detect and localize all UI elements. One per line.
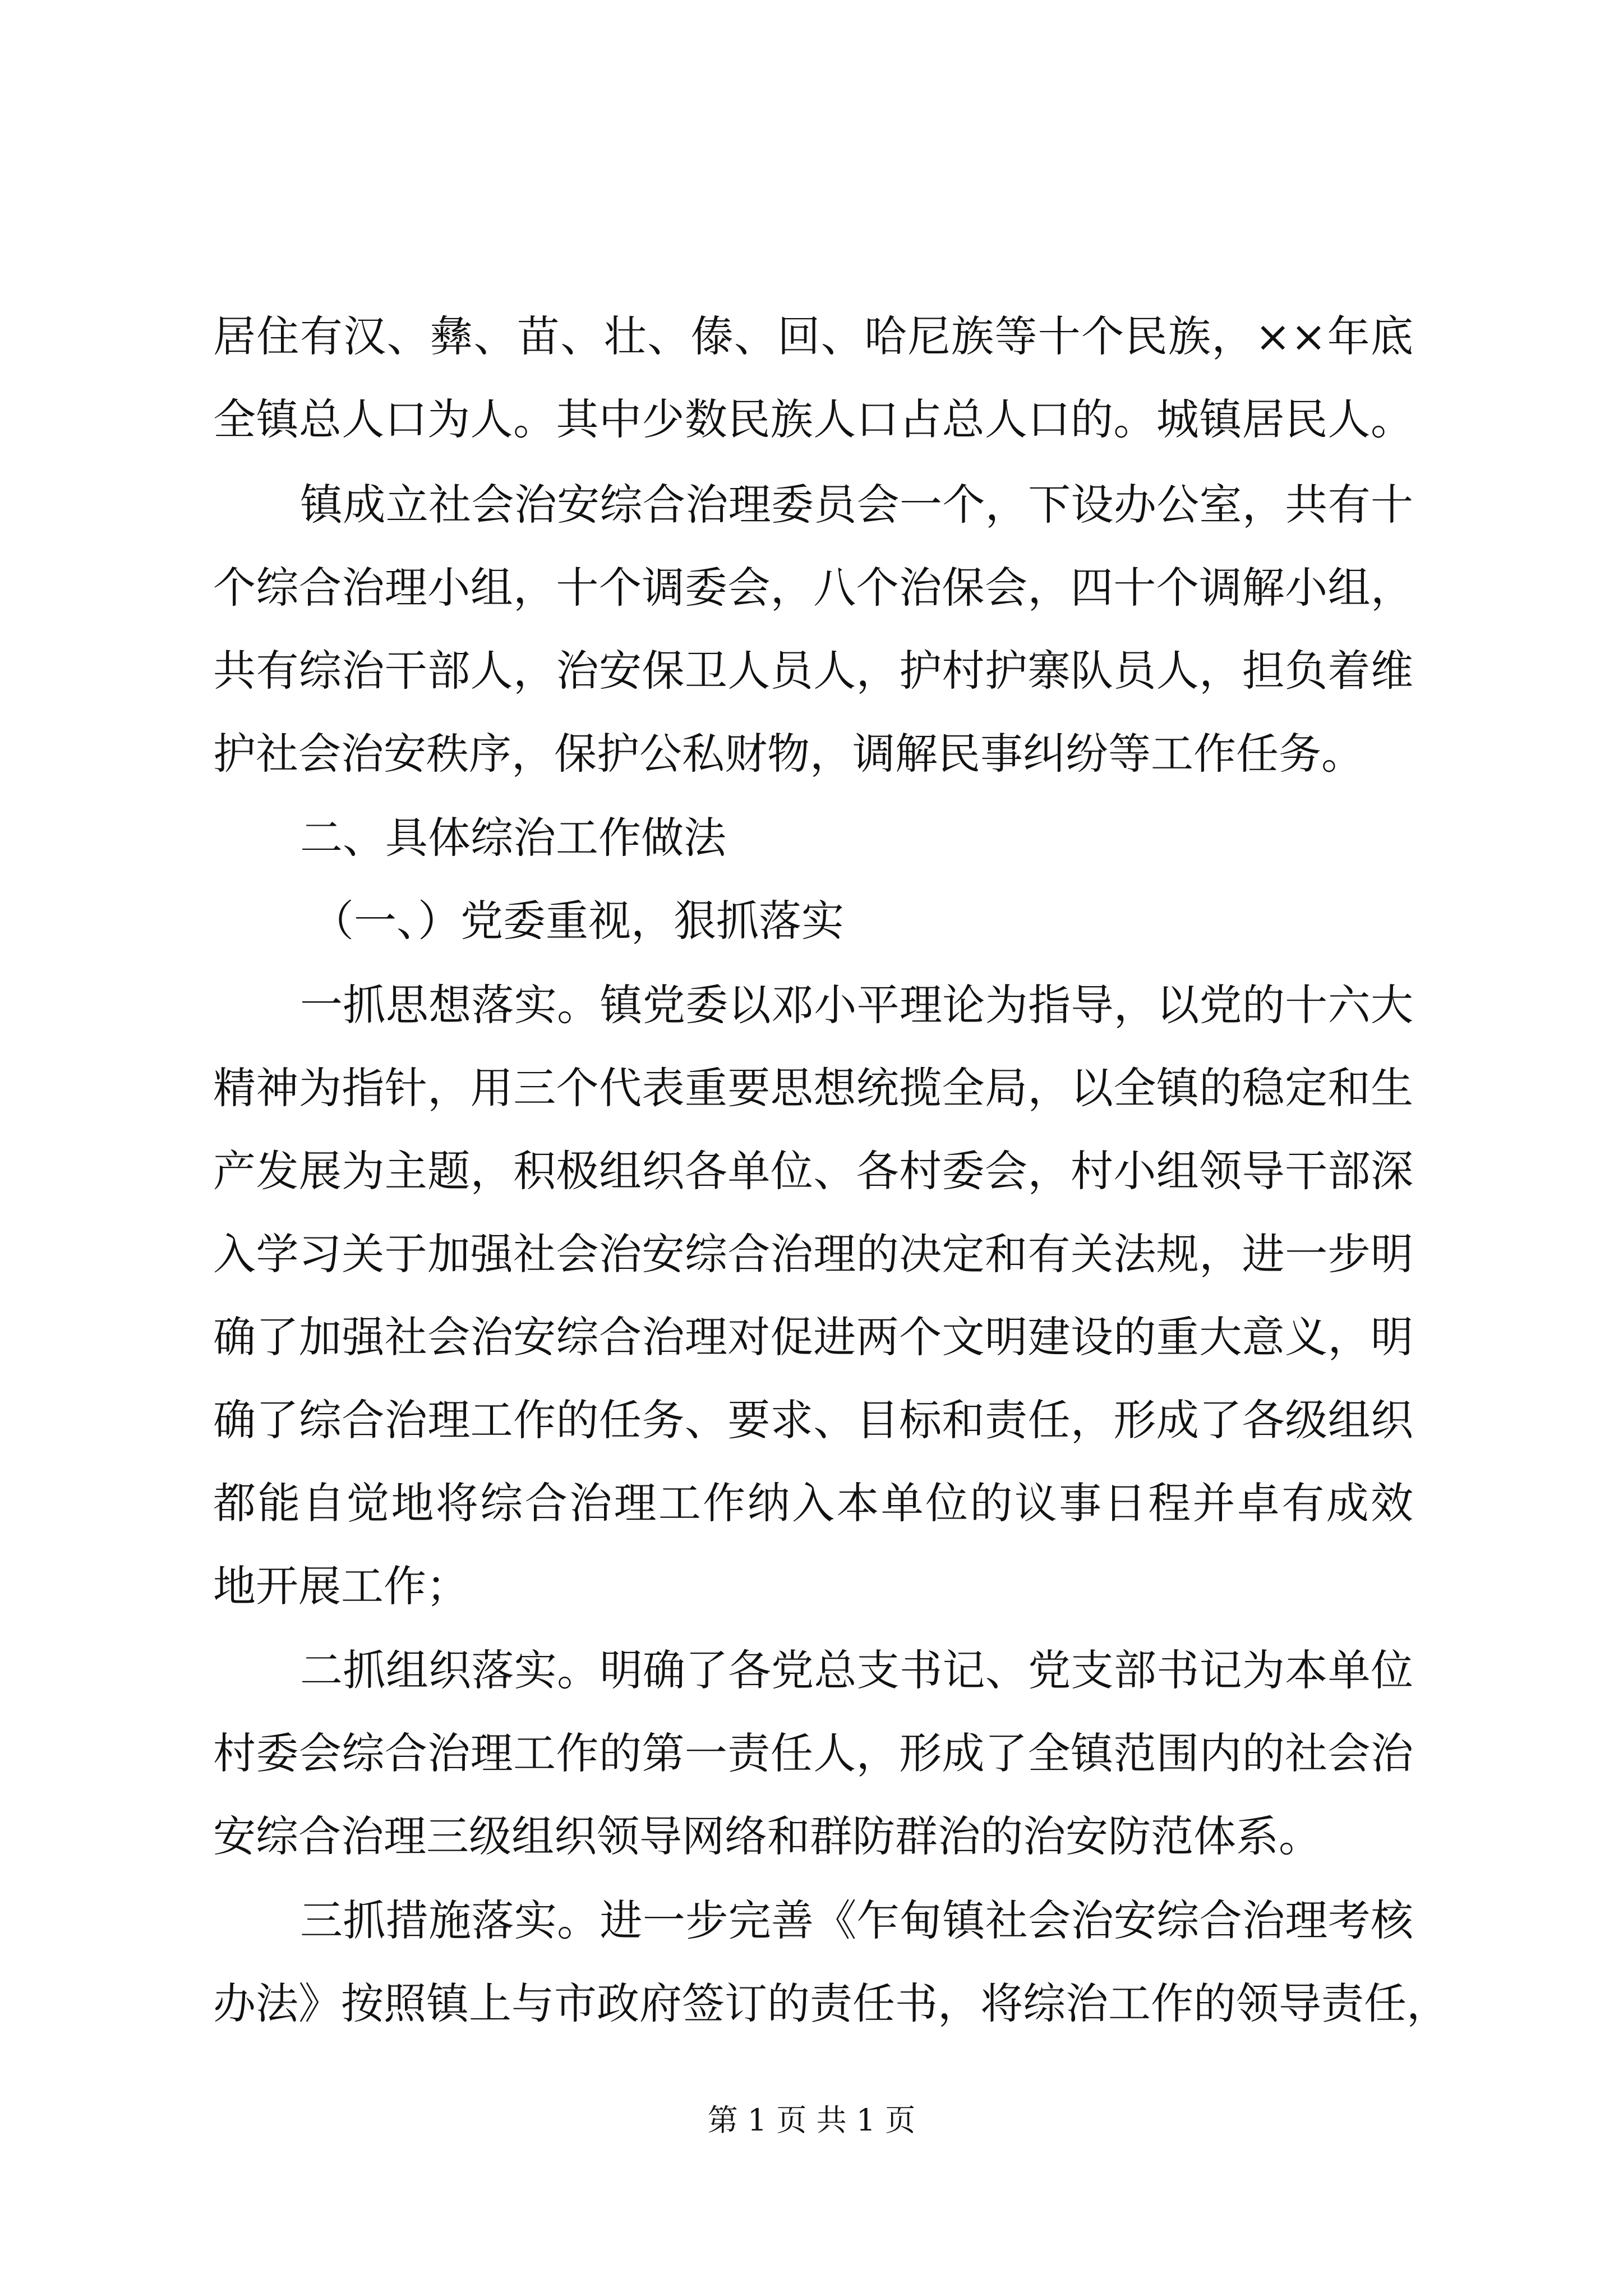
paragraph-line: 镇成立社会治安综合治理委员会一个，下设办公室，共有十: [300, 480, 1413, 530]
text-line: 地开展工作；: [213, 1561, 469, 1611]
text-line: 确了综合治理工作的任务、要求、目标和责任，形成了各级组织: [213, 1395, 1413, 1445]
text-line: 办法》按照镇上与市政府签订的责任书，将综治工作的领导责任，: [213, 1978, 1449, 2028]
text-line: 产发展为主题，积极组织各单位、各村委会，村小组领导干部深: [213, 1146, 1413, 1196]
text-line: 共有综治干部人，治安保卫人员人，护村护寨队员人，担负着维: [213, 646, 1413, 696]
paragraph-line: 三抓措施落实。进一步完善《乍甸镇社会治安综合治理考核: [300, 1895, 1413, 1945]
page-footer: 第 1 页 共 1 页: [707, 2102, 916, 2138]
text-line: 精神为指针，用三个代表重要思想统揽全局，以全镇的稳定和生: [213, 1063, 1413, 1113]
text-line: 个综合治理小组，十个调委会，八个治保会，四十个调解小组，: [213, 563, 1413, 613]
section-heading: 二、具体综治工作做法: [300, 813, 726, 863]
text-line: 村委会综合治理工作的第一责任人，形成了全镇范围内的社会治: [213, 1728, 1413, 1778]
text-line: 都能自觉地将综合治理工作纳入本单位的议事日程并卓有成效: [213, 1478, 1413, 1528]
text-line: 确了加强社会治安综合治理对促进两个文明建设的重大意义，明: [213, 1312, 1413, 1362]
paragraph-line: 一抓思想落实。镇党委以邓小平理论为指导，以党的十六大: [300, 980, 1413, 1030]
text-line: 全镇总人口为人。其中少数民族人口占总人口的。城镇居民人。: [213, 394, 1413, 444]
text-line: 安综合治理三级组织领导网络和群防群治的治安防范体系。: [213, 1811, 1321, 1861]
subsection-heading: （一、）党委重视，狠抓落实: [311, 896, 844, 946]
text-line: 入学习关于加强社会治安综合治理的决定和有关法规，进一步明: [213, 1229, 1413, 1279]
paragraph-line: 二抓组织落实。明确了各党总支书记、党支部书记为本单位: [300, 1645, 1413, 1695]
text-line: 居住有汉、彝、苗、壮、傣、回、哈尼族等十个民族，××年底: [213, 311, 1413, 361]
text-line: 护社会治安秩序，保护公私财物，调解民事纠纷等工作任务。: [213, 729, 1364, 779]
